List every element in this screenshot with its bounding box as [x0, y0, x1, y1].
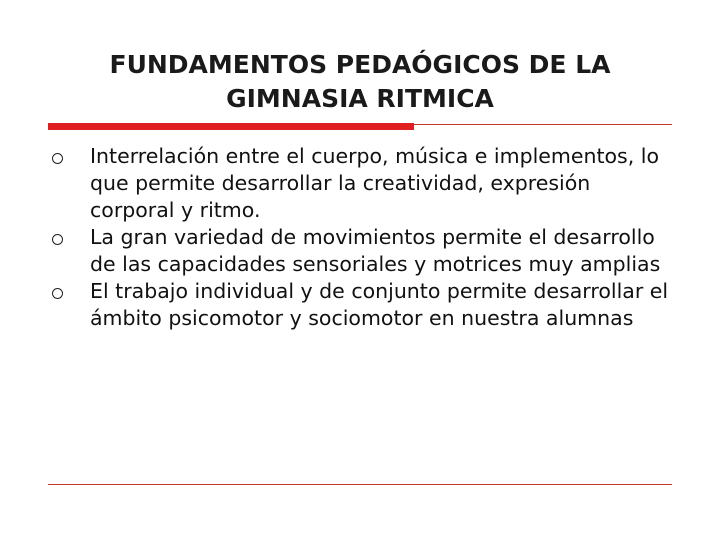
bullet-item	[52, 278, 672, 332]
bullet-text: El trabajo individual y de conjunto permite desarrollar el ámbito psicomotor y sociomotor en nuestra alumnas	[90, 279, 669, 330]
slide-title	[36, 48, 684, 116]
slide-title-line-1: FUNDAMENTOS PEDAÓGICOS DE LA	[109, 50, 611, 79]
bullet-list	[52, 143, 672, 332]
bullet-text: Interrelación entre el cuerpo, música e implementos, lo que permite desarrollar la creatividad, expresión corporal y ritmo.	[90, 144, 659, 222]
hollow-circle-bullet-icon	[52, 288, 63, 299]
bullet-item	[52, 143, 672, 224]
footer-divider	[48, 484, 672, 485]
slide-title-line-2: GIMNASIA RITMICA	[226, 84, 494, 113]
hollow-circle-bullet-icon	[52, 153, 63, 164]
hollow-circle-bullet-icon	[52, 234, 63, 245]
title-divider-accent	[48, 123, 414, 130]
bullet-text: La gran variedad de movimientos permite el desarrollo de las capacidades sensoriales y motrices muy amplias	[90, 225, 661, 276]
bullet-item	[52, 224, 672, 278]
